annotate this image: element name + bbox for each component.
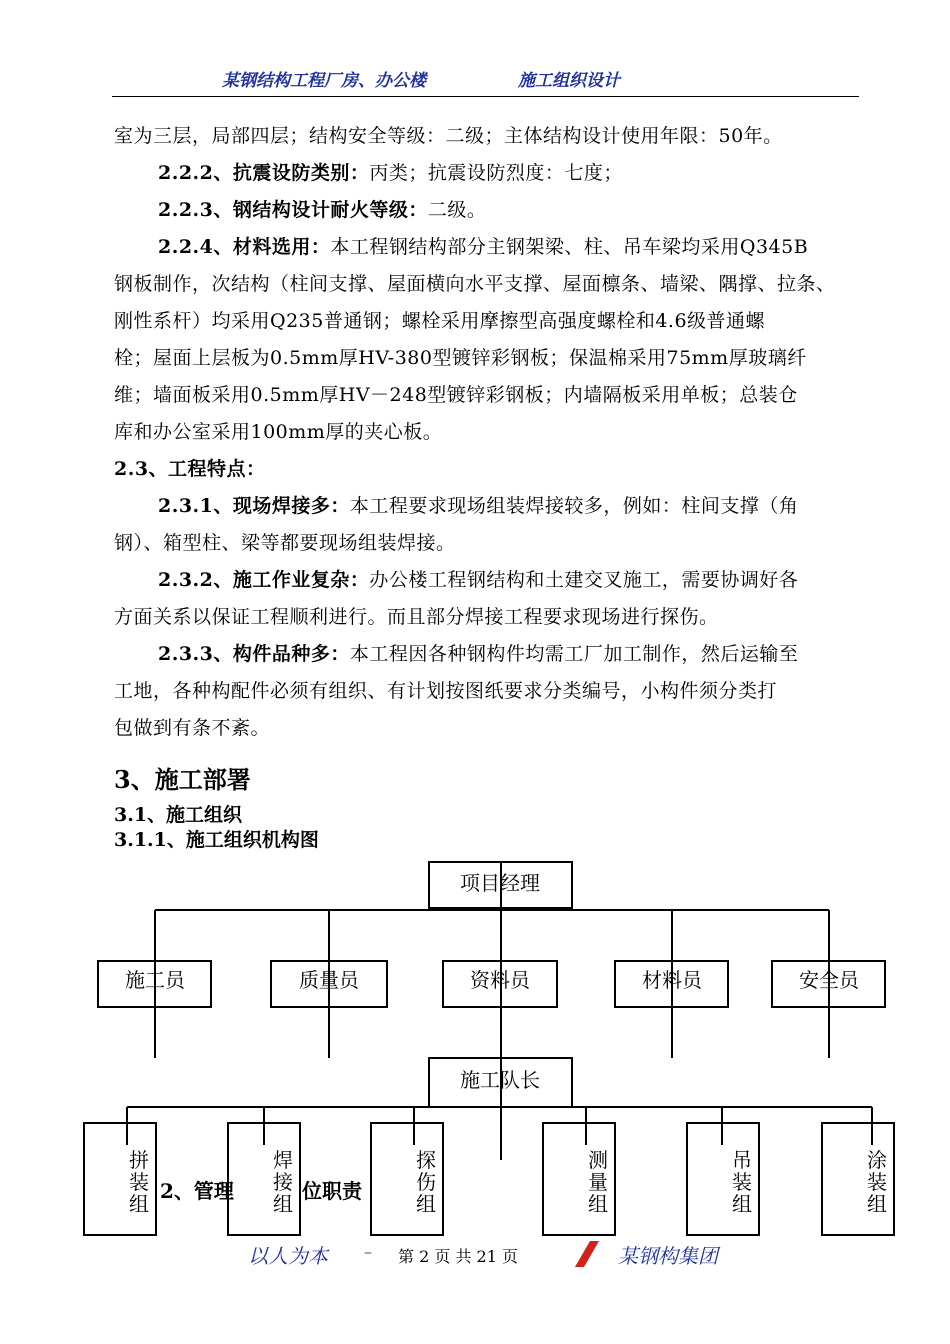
section-text: 二级。 (427, 199, 487, 221)
text-line: 室为三层，局部四层；结构安全等级：二级；主体结构设计使用年限：50年。 (114, 125, 783, 147)
section-label: 2.3.2、施工作业复杂： (158, 569, 370, 591)
org-node-survey-team: 测量组 (588, 1150, 608, 1216)
text-line: 包做到有条不紊。 (114, 717, 271, 739)
section-label: 2.3.1、现场焊接多： (158, 495, 350, 517)
section-text: 丙类；抗震设防烈度：七度； (369, 162, 623, 184)
footer-motto: 以人为本 (248, 1244, 328, 1268)
org-node-material-officer: 材料员 (642, 970, 702, 992)
org-node-construction-worker: 施工员 (125, 970, 185, 992)
text-line: 钢板制作，次结构（柱间支撑、屋面横向水平支撑、屋面檩条、墙梁、隅撑、拉条、 (114, 273, 836, 295)
org-node-assembly-team: 拼装组 (129, 1150, 149, 1216)
section-text: 办公楼工程钢结构和土建交叉施工，需要协调好各 (369, 569, 799, 591)
section-label: 2.2.3、钢结构设计耐火等级： (158, 199, 428, 221)
org-node-inspection-team: 探伤组 (416, 1150, 436, 1216)
section-2-3-heading: 2.3、工程特点： (114, 458, 266, 480)
company-logo-icon (572, 1240, 602, 1268)
org-level4-vertical-labels (129, 1149, 887, 1216)
text-line: 刚性系杆）均采用Q235普通钢；螺栓采用摩擦型高强度螺栓和4.6级普通螺 (114, 310, 766, 332)
org-node-project-manager: 项目经理 (460, 873, 540, 895)
section-label: 2.2.4、材料选用： (158, 236, 331, 258)
text-line: 库和办公室采用100mm厚的夹心板。 (114, 421, 443, 443)
section-text: 本工程钢结构部分主钢架梁、柱、吊车梁均采用Q345B (330, 236, 809, 258)
text-line: 方面关系以保证工程顺利进行。而且部分焊接工程要求现场进行探伤。 (114, 606, 719, 628)
text-line: 维；墙面板采用0.5mm厚HV－248型镀锌彩钢板；内墙隔板采用单板；总装仓 (114, 384, 798, 406)
org-node-safety-officer: 安全员 (799, 970, 859, 992)
section-label: 2.3.3、构件品种多： (158, 643, 350, 665)
footer-company: 某钢构集团 (618, 1244, 718, 1268)
text-line: 工地，各种构配件必须有组织、有计划按图纸要求分类编号，小构件须分类打 (114, 680, 778, 702)
org-node-hoisting-team: 吊装组 (732, 1150, 752, 1216)
org-node-quality-officer: 质量员 (299, 970, 359, 992)
org-node-document-officer: 资料员 (470, 970, 530, 992)
text-line: 栓；屋面上层板为0.5mm厚HV-380型镀锌彩钢板；保温棉采用75mm厚玻璃纤 (114, 347, 807, 369)
text-line: 钢）、箱型柱、梁等都要现场组装焊接。 (114, 532, 456, 554)
header-doc-title: 施工组织设计 (518, 71, 620, 91)
section-text: 本工程要求现场组装焊接较多，例如：柱间支撑（角 (349, 495, 799, 517)
hidden-heading-right: 位职责 (302, 1179, 362, 1203)
header-project-title: 某钢结构工程厂房、办公楼 (222, 71, 426, 91)
hidden-heading-left: 2、管理 (160, 1179, 234, 1203)
org-node-welding-team: 焊接组 (273, 1150, 293, 1216)
org-node-team-leader: 施工队长 (460, 1070, 540, 1092)
heading-3-1-1: 3.1.1、施工组织机构图 (114, 829, 319, 851)
heading-3-1: 3.1、施工组织 (114, 804, 243, 826)
footer-page-number: 第 2 页 共 21 页 (398, 1247, 518, 1266)
heading-3: 3、施工部署 (114, 765, 251, 794)
page-footer (0, 1238, 950, 1278)
footer-dash: – (364, 1242, 372, 1261)
org-node-coating-team: 涂装组 (867, 1150, 887, 1216)
section-text: 本工程因各种钢构件均需工厂加工制作，然后运输至 (349, 643, 799, 665)
section-label: 2.2.2、抗震设防类别： (158, 162, 370, 184)
